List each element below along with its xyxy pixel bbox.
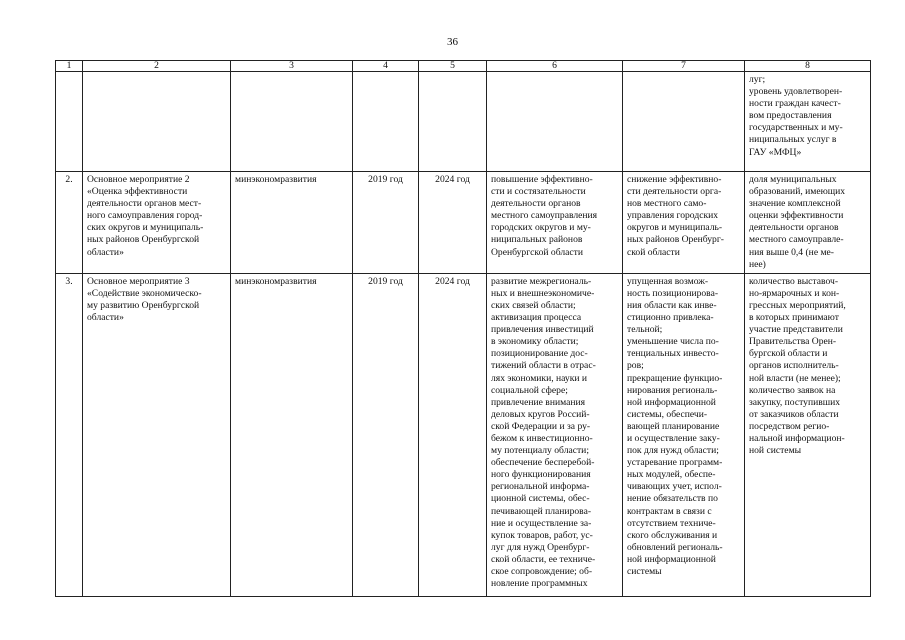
indicator-cell: доля муниципальных образований, имеющих значение комплексной оценки эффективности деятельности органов местного самоуправле- ния выше 0,4 (не ме- нее) xyxy=(745,172,871,274)
measure-name-cell: Основное мероприятие 3 «Содействие экономическо- му развитию Оренбургской области» xyxy=(83,273,231,596)
row-number-cell: 3. xyxy=(56,273,83,596)
column-header-1: 1 xyxy=(56,61,83,72)
expected-result-cell: развитие межрегиональ- ных и внешнеэкономиче- ских связей области; активизация процесса привлечения инвестиций в экономику области; позиционирование дос- тижений области в отрас- лях экономики, науки и социальной сфере; привлечение внимания деловых кругов Россий- ской Федерации и за ру- бежом к инвестиционно- му потенциалу области; обеспечение бесперебой- ного функционирования региональной информа- ционной системы, обес- печивающей планирова- ние и осуществление за- купок товаров, работ, ус- луг для нужд Оренбург- ской области, ее техниче- ское сопровождение; об- новление программных xyxy=(487,273,623,596)
column-header-7: 7 xyxy=(623,61,745,72)
end-year-cell: 2024 год xyxy=(419,172,487,274)
consequences-cell: упущенная возмож- ность позиционирова- ния области как инве- стиционно привлека- тельной; уменьшение числа по- тенциальных инвесто- ров; прекращение функцио- нирования региональ- ной информационной системы, обеспечи- вающей планирование и осуществление заку- пок для нужд области; устаревание программ- ных модулей, обеспе- чивающих учет, испол- нение обязательств по контрактам в связи с отсутствием техниче- ского обслуживания и обновлений региональ- ной информационной системы xyxy=(623,273,745,596)
consequences-cell: снижение эффективно- сти деятельности орга- нов местного само- управления городских округов и муниципаль- ных районов Оренбург- ской области xyxy=(623,172,745,274)
document-table xyxy=(55,60,871,597)
column-header-6: 6 xyxy=(487,61,623,72)
expected-result-cell xyxy=(487,72,623,172)
end-year-cell xyxy=(419,72,487,172)
column-header-2: 2 xyxy=(83,61,231,72)
indicator-cell: луг; уровень удовлетворен- ности граждан качест- вом предоставления государственных и му- ниципальных услуг в ГАУ «МФЦ» xyxy=(745,72,871,172)
indicator-cell: количество выставоч- но-ярмарочных и кон- грессных мероприятий, в которых принимают участие представители Правительства Орен- бургской области и органов исполнитель- ной власти (не менее); количество заявок на закупку, поступивших от заказчиков области посредством регио- нальной информацион- ной системы xyxy=(745,273,871,596)
measure-name-cell xyxy=(83,72,231,172)
end-year-cell: 2024 год xyxy=(419,273,487,596)
measure-name-cell: Основное мероприятие 2 «Оценка эффективности деятельности органов мест- ного самоуправления город- ских округов и муниципаль- ных районов Оренбургской области» xyxy=(83,172,231,274)
start-year-cell xyxy=(353,72,419,172)
page-number: 36 xyxy=(447,36,458,48)
executor-cell xyxy=(231,72,353,172)
table-row xyxy=(56,72,871,172)
column-header-3: 3 xyxy=(231,61,353,72)
executor-cell: минэкономразвития xyxy=(231,172,353,274)
row-number-cell xyxy=(56,72,83,172)
row-number-cell: 2. xyxy=(56,172,83,274)
expected-result-cell: повышение эффективно- сти и состязательности деятельности органов местного самоуправления городских округов и му- ниципальных районов Оренбургской области xyxy=(487,172,623,274)
column-header-4: 4 xyxy=(353,61,419,72)
consequences-cell xyxy=(623,72,745,172)
table-row xyxy=(56,172,871,274)
table-row xyxy=(56,273,871,596)
start-year-cell: 2019 год xyxy=(353,273,419,596)
column-number-row xyxy=(56,61,871,72)
start-year-cell: 2019 год xyxy=(353,172,419,274)
executor-cell: минэкономразвития xyxy=(231,273,353,596)
column-header-8: 8 xyxy=(745,61,871,72)
column-header-5: 5 xyxy=(419,61,487,72)
